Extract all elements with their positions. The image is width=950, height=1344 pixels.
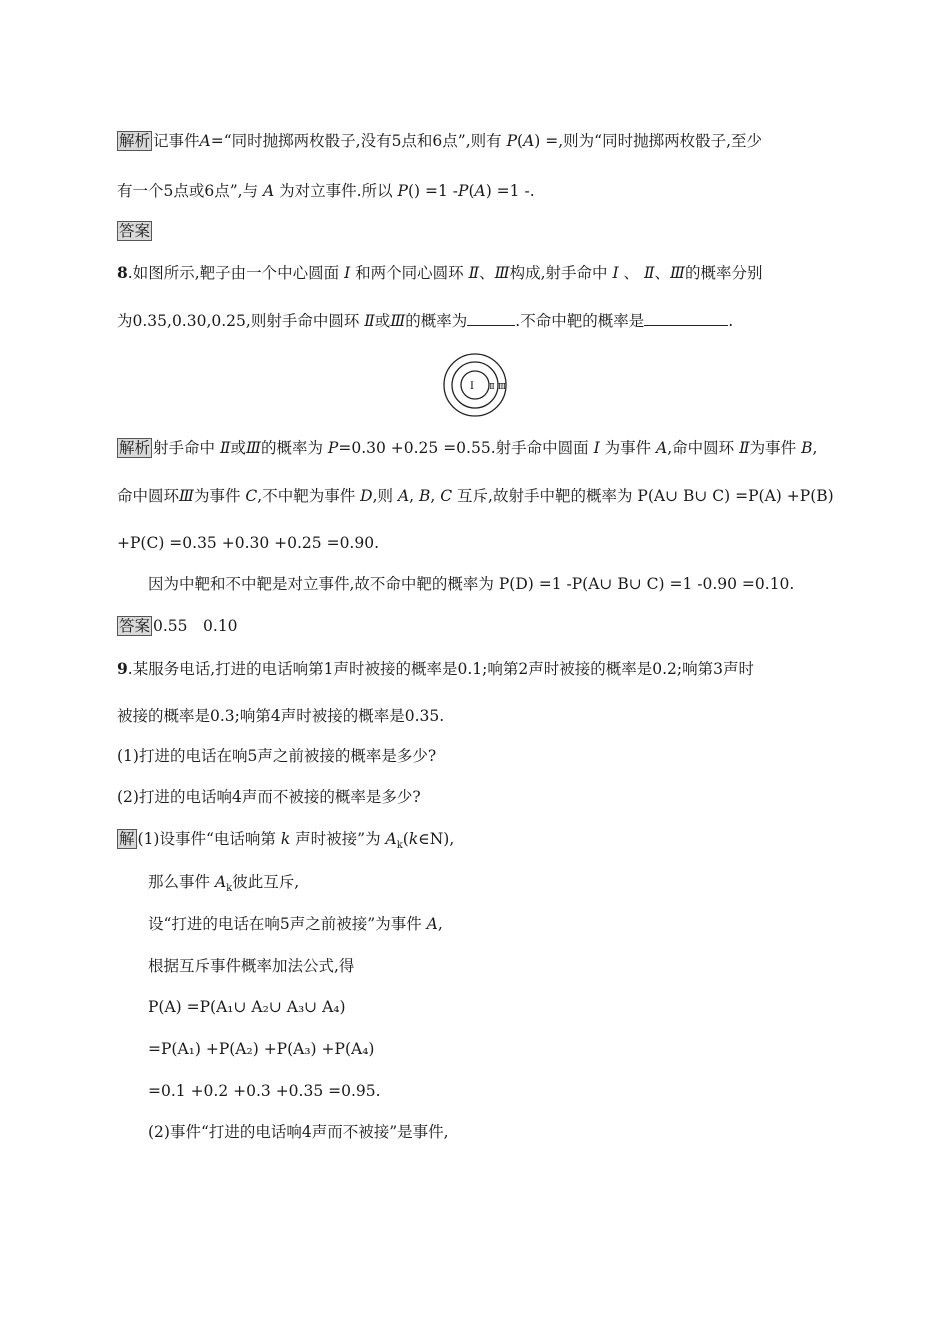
solution-9-line-7: =0.1 +0.2 +0.3 +0.35 =0.95. xyxy=(148,1082,381,1100)
analysis-tag: 解析 xyxy=(119,132,151,150)
solution-9-line-6: =P(A₁) +P(A₂) +P(A₃) +P(A₄) xyxy=(148,1040,375,1058)
analysis-tag: 解析 xyxy=(119,439,151,457)
answer-line-7 xyxy=(117,220,153,242)
question-number: 8 xyxy=(117,263,128,282)
answer-blank-2 xyxy=(644,311,728,326)
solution-9-line-5: P(A) =P(A₁∪ A₂∪ A₃∪ A₄) xyxy=(148,998,346,1016)
outer-ring xyxy=(444,354,506,416)
solution-9-line-3: 设“打进的电话在响5声之前被接”为事件 A, xyxy=(148,915,443,933)
question-9-line-1: 9.某服务电话,打进的电话响第1声时被接的概率是0.1;响第2声时被接的概率是0.2;响第3声时 xyxy=(117,659,754,678)
question-8-line-2: 为0.35,0.30,0.25,则射手命中圆环 Ⅱ或Ⅲ的概率为 .不命中靶的概率是 . xyxy=(117,312,734,330)
solution-tag: 解 xyxy=(119,830,135,848)
analysis-8-line-3: +P(C) =0.35 +0.30 +0.25 =0.90. xyxy=(117,534,380,552)
solution-9-line-8: (2)事件“打进的电话响4声而不被接”是事件, xyxy=(148,1123,449,1141)
solution-9-line-4: 根据互斥事件概率加法公式,得 xyxy=(148,957,355,975)
question-9-line-2: 被接的概率是0.3;响第4声时被接的概率是0.35. xyxy=(117,707,445,725)
analysis-line-2: 有一个5点或6点”,与 A 为对立事件.所以 P() =1 -P(A) =1 -. xyxy=(117,182,535,200)
solution-9-line-2: 那么事件 $A_k$彼此互斥, xyxy=(148,873,300,895)
question-8-line-1: 8.如图所示,靶子由一个中心圆面 Ⅰ 和两个同心圆环 Ⅱ、Ⅲ构成,射手命中 Ⅰ 、 Ⅱ、Ⅲ的概率分别 xyxy=(117,263,763,282)
solution-9-line-1: 解 (1)设事件“电话响第 k 声时被接”为 $A_k(k\in N)$, xyxy=(119,830,455,852)
question-9-part-2: (2)打进的电话响4声而不被接的概率是多少? xyxy=(117,788,421,806)
analysis-8-line-1: 解析 射手命中 Ⅱ或Ⅲ的概率为 P=0.30 +0.25 =0.55.射手命中圆面 Ⅰ 为事件 A,命中圆环 Ⅱ为事件 B, xyxy=(119,439,818,457)
question-number: 9 xyxy=(117,659,128,678)
answer-tag: 答案 xyxy=(119,222,151,240)
ring-label-3: Ⅲ xyxy=(498,382,506,391)
answer-8-value: 0.55 0.10 xyxy=(153,617,238,635)
answer-line-8 xyxy=(117,615,238,637)
analysis-8-line-2: 命中圆环Ⅲ为事件 C,不中靶为事件 D,则 A, B, C 互斥,故射手中靶的概率为 P(A∪ B∪ C) =P(A) +P(B) xyxy=(117,487,834,505)
analysis-8-line-4: 因为中靶和不中靶是对立事件,故不命中靶的概率为 P(D) =1 -P(A∪ B∪ C) =1 -0.90 =0.10. xyxy=(148,575,795,593)
answer-tag: 答案 xyxy=(119,617,151,635)
question-9-part-1: (1)打进的电话在响5声之前被接的概率是多少? xyxy=(117,747,437,765)
ring-label-1: Ⅰ xyxy=(470,381,474,392)
analysis-line-1: 解析 记事件A=“同时抛掷两枚骰子,没有5点和6点”,则有 P(A) =,则为“同时抛掷两枚骰子,至少 xyxy=(119,132,763,150)
center-disc xyxy=(461,371,489,399)
answer-blank-1 xyxy=(467,311,515,326)
ring-label-2: Ⅱ xyxy=(489,382,495,391)
target-figure xyxy=(437,352,513,418)
